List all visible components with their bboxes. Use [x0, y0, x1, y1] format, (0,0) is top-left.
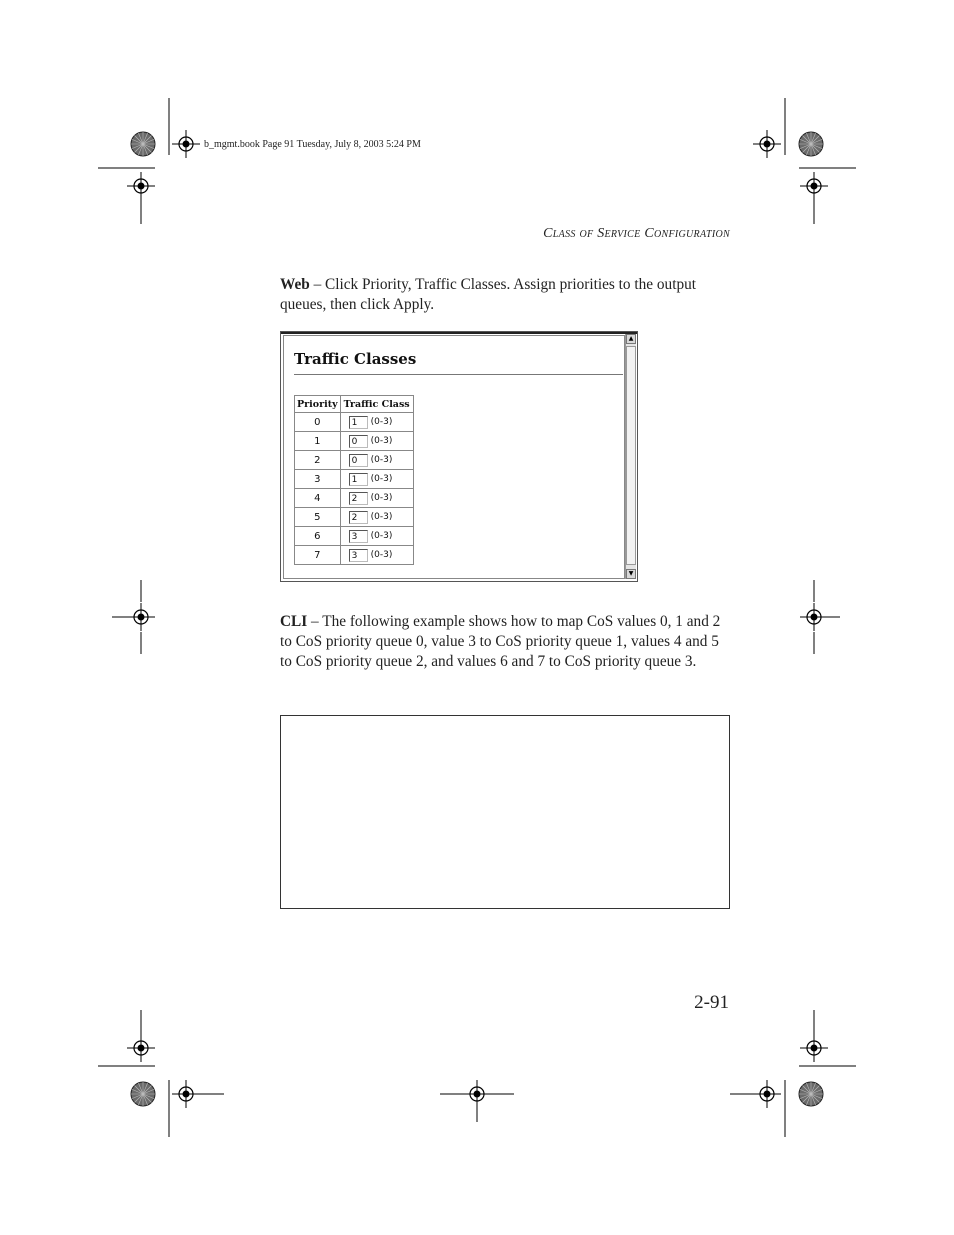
priority-cell: 3: [295, 470, 341, 489]
priority-cell: 4: [295, 489, 341, 508]
priority-cell: 2: [295, 451, 341, 470]
priority-cell: 6: [295, 527, 341, 546]
cli-text: – The following example shows how to map CoS values 0, 1 and 2 to CoS priority queue 0, value 3 to CoS priority queue 1, values 4 and 5 to CoS priority queue 2, and values 6 and 7 to CoS priority queue 3.: [280, 613, 721, 670]
running-head: Class of Service Configuration: [543, 226, 730, 241]
priority-cell: 1: [295, 432, 341, 451]
traffic-class-cell: [340, 470, 413, 489]
table-row: [295, 508, 414, 527]
table-row: [295, 546, 414, 565]
traffic-class-cell: [340, 413, 413, 432]
page-number: 2-91: [694, 992, 729, 1013]
range-hint: (0-3): [370, 455, 393, 465]
scroll-up-icon[interactable]: ▲: [626, 334, 636, 344]
title-divider: [294, 374, 623, 375]
window-edge: [281, 332, 637, 334]
cli-example-box: [280, 715, 730, 909]
traffic-class-input[interactable]: 2: [349, 511, 368, 524]
vertical-scrollbar[interactable]: [625, 334, 636, 579]
range-hint: (0-3): [370, 474, 393, 484]
traffic-class-input[interactable]: 1: [349, 416, 368, 429]
traffic-class-cell: [340, 508, 413, 527]
table-row: [295, 489, 414, 508]
cli-instructions: [280, 612, 732, 672]
page-frame: [283, 335, 625, 579]
table-row: [295, 413, 414, 432]
range-hint: (0-3): [370, 493, 393, 503]
traffic-class-input[interactable]: 2: [349, 492, 368, 505]
table-row: [295, 527, 414, 546]
priority-cell: 7: [295, 546, 341, 565]
traffic-class-cell: [340, 451, 413, 470]
traffic-class-header: Traffic Class: [340, 396, 413, 413]
range-hint: (0-3): [370, 436, 393, 446]
traffic-class-cell: [340, 489, 413, 508]
priority-cell: 5: [295, 508, 341, 527]
traffic-classes-screenshot: [280, 331, 638, 582]
table-row: [295, 432, 414, 451]
traffic-class-cell: [340, 546, 413, 565]
traffic-class-cell: [340, 527, 413, 546]
priority-cell: 0: [295, 413, 341, 432]
web-label: Web: [280, 276, 310, 293]
priority-header: Priority: [295, 396, 341, 413]
scroll-thumb[interactable]: [626, 346, 636, 565]
range-hint: (0-3): [370, 531, 393, 541]
range-hint: (0-3): [370, 550, 393, 560]
table-header-row: [295, 396, 414, 413]
traffic-class-input[interactable]: 3: [349, 530, 368, 543]
traffic-class-cell: [340, 432, 413, 451]
scroll-down-icon[interactable]: ▼: [626, 569, 636, 579]
table-row: [295, 451, 414, 470]
table-row: [295, 470, 414, 489]
traffic-class-table: [294, 395, 414, 565]
web-instructions: [280, 275, 732, 315]
range-hint: (0-3): [370, 417, 393, 427]
traffic-class-input[interactable]: 1: [349, 473, 368, 486]
range-hint: (0-3): [370, 512, 393, 522]
web-text: – Click Priority, Traffic Classes. Assign priorities to the output queues, then click Apply.: [280, 276, 696, 313]
page-title: Traffic Classes: [294, 350, 417, 368]
cli-label: CLI: [280, 613, 308, 630]
print-slug: b_mgmt.book Page 91 Tuesday, July 8, 2003 5:24 PM: [204, 139, 421, 150]
traffic-class-input[interactable]: 0: [349, 454, 368, 467]
traffic-class-input[interactable]: 0: [349, 435, 368, 448]
traffic-class-input[interactable]: 3: [349, 549, 368, 562]
